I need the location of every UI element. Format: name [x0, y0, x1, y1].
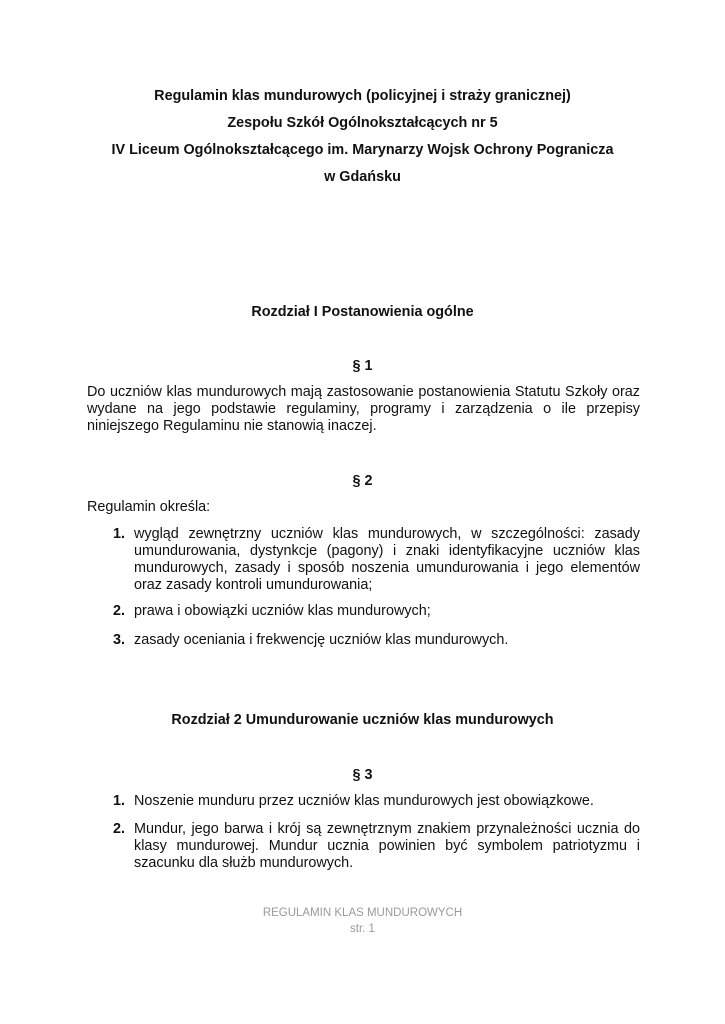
list-item [113, 793, 640, 810]
list-item-number: 3. [113, 632, 126, 648]
footer-page-number: str. 1 [350, 923, 375, 935]
footer-title: REGULAMIN KLAS MUNDUROWYCH [262, 907, 463, 919]
section-3-mark: § 3 [352, 767, 373, 783]
section-1-mark: § 1 [352, 358, 373, 374]
list-item-text: prawa i obowiązki uczniów klas mundurowych; [134, 603, 431, 619]
list-item-text: wygląd zewnętrzny uczniów klas mundurowych, w szczególności: zasady umundurowania, dystynkcje (pagony) i znaki identyfikacyjne uczniów klas mundurowych, zasady i sposób noszenia umundurowania i jego elementów oraz zasady kontroli umundurowania; [134, 526, 640, 593]
document-title-line-2: Zespołu Szkół Ogólnokształcących nr 5 [227, 115, 498, 131]
list-item-number: 2. [113, 821, 126, 837]
document-title-line-3: IV Liceum Ogólnokształcącego im. Marynarzy Wojsk Ochrony Pogranicza [111, 142, 614, 158]
list-item [113, 632, 640, 649]
list-item-text: Mundur, jego barwa i krój są zewnętrznym znakiem przynależności ucznia do klasy mundurowej. Mundur ucznia powinien być symbolem patriotyzmu i szacunku dla służb mundurowych. [134, 821, 640, 871]
list-item [113, 821, 640, 872]
document-title-line-4: w Gdańsku [324, 169, 401, 185]
list-item-text: zasady oceniania i frekwencję uczniów klas mundurowych. [134, 632, 509, 648]
list-item [113, 526, 640, 594]
list-item-number: 2. [113, 603, 126, 619]
section-2-mark: § 2 [352, 473, 373, 489]
list-item-number: 1. [113, 526, 126, 542]
chapter-2-title: Rozdział 2 Umundurowanie uczniów klas mundurowych [171, 712, 554, 728]
list-item-number: 1. [113, 793, 126, 809]
chapter-1-title: Rozdział I Postanowienia ogólne [251, 304, 474, 320]
document-title-line-1: Regulamin klas mundurowych (policyjnej i straży granicznej) [154, 88, 571, 104]
list-item-text: Noszenie munduru przez uczniów klas mundurowych jest obowiązkowe. [134, 793, 594, 809]
section-2-intro: Regulamin określa: [87, 499, 211, 515]
section-1-text: Do uczniów klas mundurowych mają zastosowanie postanowienia Statutu Szkoły oraz wydane na jego podstawie regulaminy, programy i zarządzenia o ile przepisy niniejszego Regulaminu nie stanowią inaczej. [87, 384, 640, 434]
list-item [113, 603, 640, 620]
